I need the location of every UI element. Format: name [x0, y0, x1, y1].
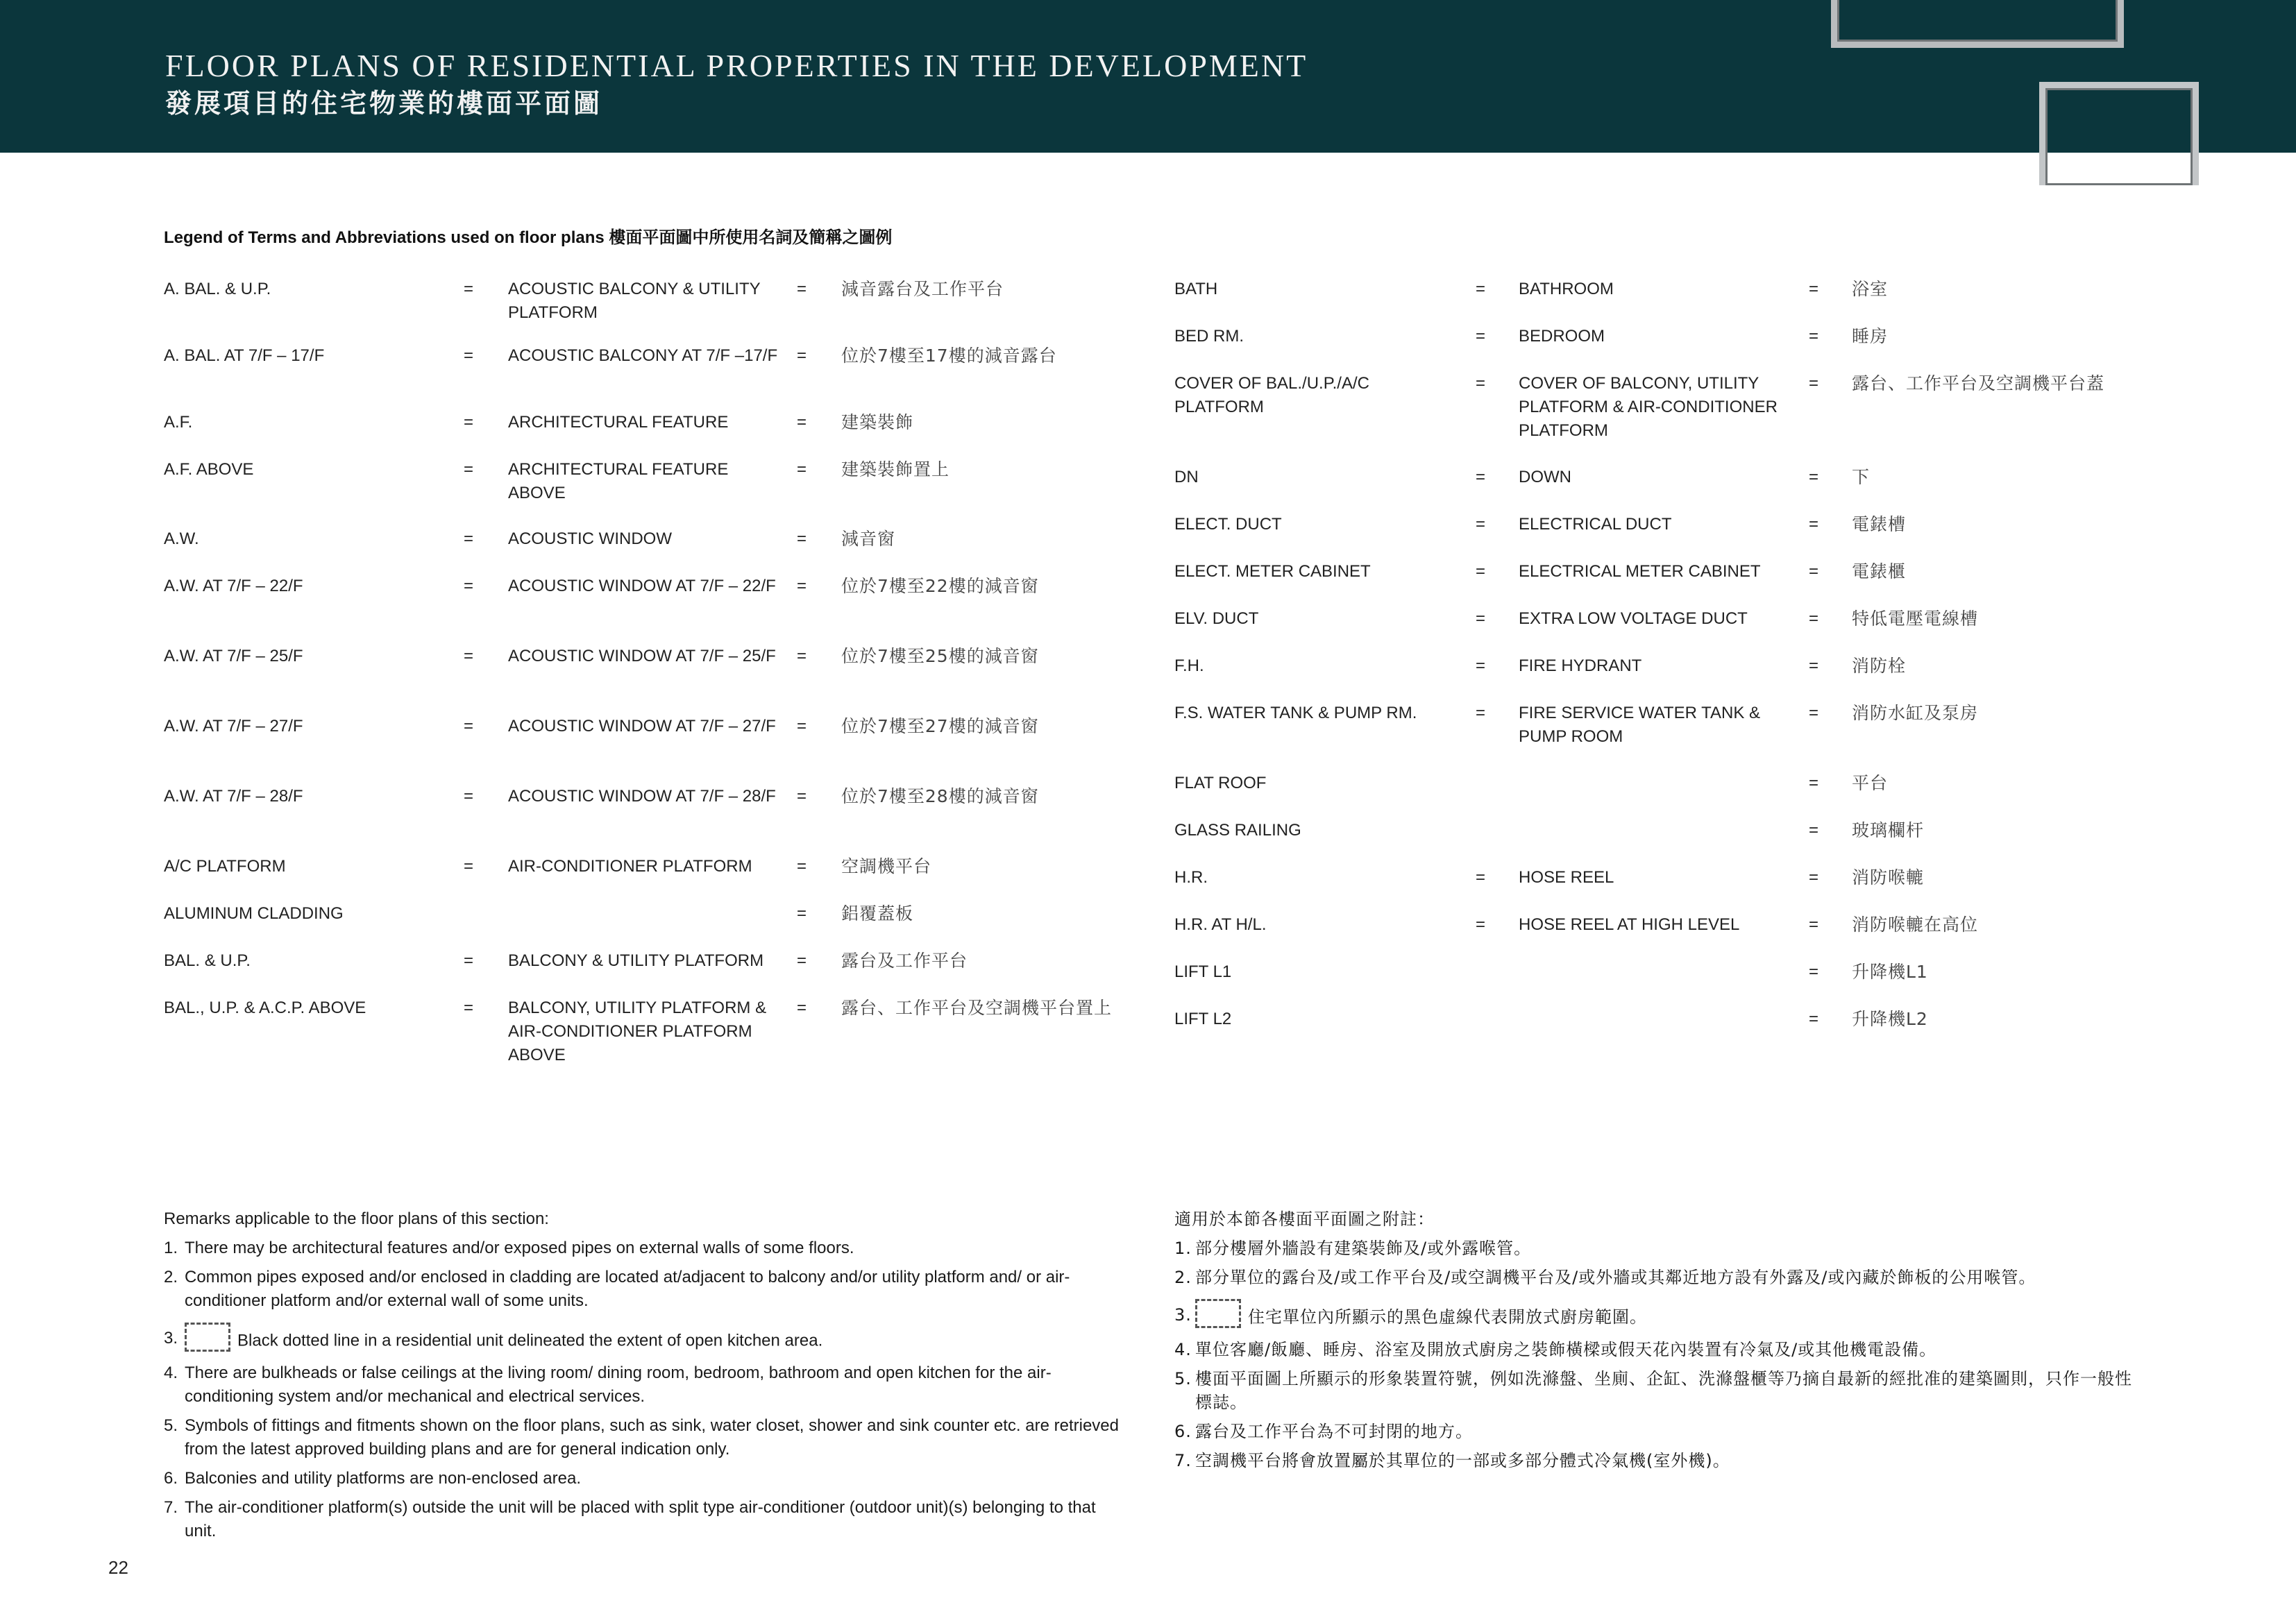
- equals-sign: =: [1809, 515, 1819, 534]
- legend-zh: 位於7樓至27樓的減音窗: [841, 716, 1039, 736]
- legend-abbr: A.F.: [164, 413, 193, 432]
- legend-term: ELECTRICAL DUCT: [1519, 515, 1672, 534]
- equals-sign: =: [1809, 468, 1819, 486]
- equals-sign: =: [1809, 704, 1819, 722]
- legend-zh: 特低電壓電線槽: [1852, 609, 1979, 629]
- legend-abbr: GLASS RAILING: [1174, 821, 1301, 840]
- list-item: [164, 1237, 1122, 1260]
- legend-term: ACOUSTIC WINDOW AT 7/F – 22/F: [508, 577, 776, 595]
- legend-zh: 玻璃欄杆: [1852, 820, 1925, 840]
- equals-sign: =: [1476, 704, 1486, 722]
- legend-zh: 建築裝飾置上: [841, 459, 950, 479]
- equals-sign: =: [797, 280, 807, 298]
- equals-sign: =: [1476, 868, 1486, 887]
- list-item: [164, 1266, 1122, 1313]
- legend-abbr: A.F. ABOVE: [164, 460, 254, 479]
- legend-abbr: A. BAL. & U.P.: [164, 280, 271, 298]
- equals-sign: =: [464, 647, 474, 665]
- list-item: [164, 1496, 1122, 1543]
- decorative-frame: [2039, 82, 2199, 185]
- equals-sign: =: [1476, 562, 1486, 581]
- item-number: 4.: [164, 1363, 178, 1382]
- list-item: [164, 1414, 1122, 1461]
- legend-term: BALCONY & UTILITY PLATFORM: [508, 951, 764, 970]
- equals-sign: =: [1476, 609, 1486, 628]
- list-item: [1174, 1420, 2146, 1443]
- legend-term: ACOUSTIC BALCONY AT 7/F –17/F: [508, 346, 778, 365]
- equals-sign: =: [1809, 774, 1819, 792]
- legend-abbr: F.H.: [1174, 656, 1204, 675]
- equals-sign: =: [1809, 1010, 1819, 1028]
- legend-term: ACOUSTIC WINDOW AT 7/F – 27/F: [508, 717, 776, 736]
- legend-abbr: BATH: [1174, 280, 1218, 298]
- legend-abbr: LIFT L1: [1174, 962, 1232, 981]
- legend-zh: 消防喉轆: [1852, 867, 1925, 887]
- legend-abbr: A.W. AT 7/F – 28/F: [164, 787, 303, 806]
- item-number: 4.: [1174, 1340, 1192, 1359]
- equals-sign: =: [464, 999, 474, 1017]
- equals-sign: =: [1809, 562, 1819, 581]
- equals-sign: =: [797, 951, 807, 970]
- legend-term: ARCHITECTURAL FEATURE: [508, 413, 729, 432]
- item-number: 5.: [1174, 1369, 1192, 1388]
- item-number: 2.: [164, 1268, 178, 1286]
- legend-zh: 露台、工作平台及空調機平台蓋: [1852, 373, 2105, 393]
- legend-term: BEDROOM: [1519, 327, 1605, 346]
- equals-sign: =: [464, 717, 474, 736]
- legend-zh: 位於7樓至28樓的減音窗: [841, 786, 1039, 806]
- page-title-zh: 發展項目的住宅物業的樓面平面圖: [165, 87, 603, 119]
- legend-term: FIRE HYDRANT: [1519, 656, 1642, 675]
- legend-abbr: ELECT. METER CABINET: [1174, 562, 1371, 581]
- legend-term: COVER OF BALCONY, UTILITY PLATFORM & AIR-CONDITIONER PLATFORM: [1519, 374, 1778, 440]
- item-number: 3.: [1174, 1305, 1192, 1325]
- item-number: 7.: [164, 1498, 178, 1517]
- legend-abbr: ELV. DUCT: [1174, 609, 1259, 628]
- equals-sign: =: [797, 346, 807, 365]
- equals-sign: =: [1809, 656, 1819, 675]
- legend-abbr: A. BAL. AT 7/F – 17/F: [164, 346, 325, 365]
- legend-zh: 電錶櫃: [1852, 561, 1907, 581]
- equals-sign: =: [1809, 280, 1819, 298]
- item-text: Balconies and utility platforms are non-enclosed area.: [185, 1469, 581, 1488]
- legend-abbr: F.S. WATER TANK & PUMP RM.: [1174, 704, 1417, 722]
- remarks-chinese: [1174, 1207, 2146, 1478]
- item-number: 1.: [164, 1239, 178, 1257]
- equals-sign: =: [797, 647, 807, 665]
- item-text: Common pipes exposed and/or enclosed in cladding are located at/adjacent to balcony and/or utility platform and/ or air- conditioner platform and/or external wall of some units.: [185, 1268, 1070, 1310]
- equals-sign: =: [1476, 280, 1486, 298]
- equals-sign: =: [464, 577, 474, 595]
- dotted-line-symbol-icon: [1195, 1299, 1241, 1328]
- legend-term: BATHROOM: [1519, 280, 1614, 298]
- legend-zh: 下: [1852, 467, 1871, 487]
- equals-sign: =: [797, 413, 807, 432]
- legend-abbr: A.W. AT 7/F – 22/F: [164, 577, 303, 595]
- item-text: There are bulkheads or false ceilings at the living room/ dining room, bedroom, bathroom and open kitchen for the air-conditioning system and/or mechanical and electrical services.: [185, 1363, 1052, 1406]
- legend-term: ELECTRICAL METER CABINET: [1519, 562, 1761, 581]
- equals-sign: =: [464, 280, 474, 298]
- legend-abbr: H.R. AT H/L.: [1174, 915, 1267, 934]
- item-number: 7.: [1174, 1451, 1192, 1470]
- equals-sign: =: [464, 951, 474, 970]
- legend-zh: 減音露台及工作平台: [841, 279, 1004, 299]
- item-text: Black dotted line in a residential unit delineated the extent of open kitchen area.: [237, 1331, 823, 1350]
- legend-zh: 露台、工作平台及空調機平台置上: [841, 998, 1113, 1018]
- equals-sign: =: [464, 529, 474, 548]
- legend-abbr: COVER OF BAL./U.P./A/C PLATFORM: [1174, 374, 1369, 416]
- decorative-frame: [1831, 0, 2124, 48]
- legend-abbr: A.W. AT 7/F – 27/F: [164, 717, 303, 736]
- list-item: [1174, 1338, 2146, 1361]
- equals-sign: =: [1809, 962, 1819, 981]
- item-number: 1.: [1174, 1239, 1192, 1258]
- equals-sign: =: [464, 787, 474, 806]
- legend-zh: 鋁覆蓋板: [841, 903, 914, 924]
- remarks-english: [164, 1207, 1122, 1549]
- legend-zh: 空調機平台: [841, 856, 932, 876]
- item-number: 2.: [1174, 1268, 1192, 1287]
- equals-sign: =: [464, 346, 474, 365]
- legend-zh: 位於7樓至25樓的減音窗: [841, 646, 1039, 666]
- header-banner: [0, 0, 2296, 153]
- legend-zh: 浴室: [1852, 279, 1889, 299]
- legend-zh: 升降機L2: [1852, 1009, 1928, 1029]
- dotted-line-symbol-icon: [185, 1323, 230, 1352]
- item-text: 露台及工作平台為不可封閉的地方。: [1195, 1422, 1473, 1441]
- legend-abbr: LIFT L2: [1174, 1010, 1232, 1028]
- equals-sign: =: [797, 717, 807, 736]
- legend-zh: 減音窗: [841, 529, 896, 549]
- legend-zh: 建築裝飾: [841, 412, 914, 432]
- equals-sign: =: [1476, 327, 1486, 346]
- list-item: [164, 1467, 1122, 1490]
- equals-sign: =: [797, 577, 807, 595]
- legend-abbr: H.R.: [1174, 868, 1208, 887]
- legend-term: ACOUSTIC BALCONY & UTILITY PLATFORM: [508, 280, 761, 322]
- legend-abbr: FLAT ROOF: [1174, 774, 1267, 792]
- legend-term: BALCONY, UTILITY PLATFORM & AIR-CONDITIONER PLATFORM ABOVE: [508, 999, 767, 1064]
- legend-abbr: ALUMINUM CLADDING: [164, 904, 344, 923]
- equals-sign: =: [1809, 868, 1819, 887]
- equals-sign: =: [1809, 821, 1819, 840]
- equals-sign: =: [797, 787, 807, 806]
- equals-sign: =: [1476, 468, 1486, 486]
- equals-sign: =: [797, 904, 807, 923]
- legend-term: DOWN: [1519, 468, 1571, 486]
- item-number: 6.: [1174, 1422, 1192, 1441]
- legend-zh: 露台及工作平台: [841, 951, 968, 971]
- legend-abbr: BAL. & U.P.: [164, 951, 251, 970]
- item-number: 3.: [164, 1329, 178, 1348]
- equals-sign: =: [1476, 656, 1486, 675]
- equals-sign: =: [797, 460, 807, 479]
- remarks-heading: 適用於本節各樓面平面圖之附註：: [1174, 1209, 1435, 1229]
- item-text: There may be architectural features and/or exposed pipes on external walls of some floors.: [185, 1239, 854, 1257]
- equals-sign: =: [1809, 327, 1819, 346]
- remarks-list: [164, 1237, 1122, 1543]
- equals-sign: =: [1476, 374, 1486, 393]
- list-item: [1174, 1303, 2146, 1332]
- page-number: 22: [108, 1557, 128, 1578]
- legend-zh: 消防水缸及泵房: [1852, 703, 1979, 723]
- item-number: 5.: [164, 1416, 178, 1435]
- item-number: 6.: [164, 1469, 178, 1488]
- equals-sign: =: [1476, 515, 1486, 534]
- legend-term: ACOUSTIC WINDOW AT 7/F – 25/F: [508, 647, 776, 665]
- item-text: 樓面平面圖上所顯示的形象裝置符號，例如洗滌盤、坐廁、企缸、洗滌盤櫃等乃摘自最新的經批准的建築圖則，只作一般性標誌。: [1195, 1369, 2132, 1412]
- item-text: 部分樓層外牆設有建築裝飾及/或外露喉管。: [1195, 1239, 1532, 1258]
- legend-term: HOSE REEL: [1519, 868, 1614, 887]
- legend-abbr: BED RM.: [1174, 327, 1244, 346]
- equals-sign: =: [1809, 915, 1819, 934]
- equals-sign: =: [797, 857, 807, 876]
- item-text: 住宅單位內所顯示的黑色虛線代表開放式廚房範圍。: [1248, 1307, 1647, 1327]
- equals-sign: =: [797, 529, 807, 548]
- list-item: [1174, 1266, 2146, 1289]
- legend-zh: 睡房: [1852, 326, 1889, 346]
- legend-zh: 電錶槽: [1852, 514, 1907, 534]
- legend-abbr: BAL., U.P. & A.C.P. ABOVE: [164, 999, 366, 1017]
- list-item: [164, 1327, 1122, 1356]
- legend-term: FIRE SERVICE WATER TANK & PUMP ROOM: [1519, 704, 1761, 746]
- list-item: [1174, 1367, 2146, 1414]
- legend-title: Legend of Terms and Abbreviations used on floor plans 樓面平面圖中所使用名詞及簡稱之圖例: [164, 228, 893, 247]
- legend-term: ARCHITECTURAL FEATURE ABOVE: [508, 460, 729, 502]
- equals-sign: =: [1476, 915, 1486, 934]
- legend-term: ACOUSTIC WINDOW AT 7/F – 28/F: [508, 787, 776, 806]
- list-item: [164, 1361, 1122, 1409]
- item-text: Symbols of fittings and fitments shown on the floor plans, such as sink, water closet, shower and sink counter etc. are retrieved from the latest approved building plans and are for general indication only.: [185, 1416, 1119, 1459]
- legend-zh: 位於7樓至22樓的減音窗: [841, 576, 1039, 596]
- legend-zh: 平台: [1852, 773, 1889, 793]
- legend-term: EXTRA LOW VOLTAGE DUCT: [1519, 609, 1748, 628]
- legend-abbr: A.W. AT 7/F – 25/F: [164, 647, 303, 665]
- equals-sign: =: [464, 413, 474, 432]
- legend-abbr: ELECT. DUCT: [1174, 515, 1282, 534]
- equals-sign: =: [464, 460, 474, 479]
- list-item: [1174, 1449, 2146, 1472]
- equals-sign: =: [1809, 609, 1819, 628]
- remarks-list: [1174, 1237, 2146, 1472]
- legend-zh: 位於7樓至17樓的減音露台: [841, 346, 1057, 366]
- legend-term: AIR-CONDITIONER PLATFORM: [508, 857, 752, 876]
- item-text: The air-conditioner platform(s) outside the unit will be placed with split type air-conditioner (outdoor unit)(s) belonging to that unit.: [185, 1498, 1096, 1540]
- legend-zh: 消防喉轆在高位: [1852, 915, 1979, 935]
- page-title-en: FLOOR PLANS OF RESIDENTIAL PROPERTIES IN THE DEVELOPMENT: [165, 48, 1308, 83]
- list-item: [1174, 1237, 2146, 1260]
- item-text: 空調機平台將會放置屬於其單位的一部或多部分體式冷氣機(室外機)。: [1195, 1451, 1730, 1470]
- legend-abbr: A.W.: [164, 529, 199, 548]
- legend-zh: 消防栓: [1852, 656, 1907, 676]
- item-text: 單位客廳/飯廳、睡房、浴室及開放式廚房之裝飾橫樑或假天花內裝置有冷氣及/或其他機電設備。: [1195, 1340, 1937, 1359]
- remarks-heading: Remarks applicable to the floor plans of this section:: [164, 1209, 549, 1228]
- legend-term: ACOUSTIC WINDOW: [508, 529, 672, 548]
- item-text: 部分單位的露台及/或工作平台及/或空調機平台及/或外牆或其鄰近地方設有外露及/或內藏於飾板的公用喉管。: [1195, 1268, 2036, 1287]
- legend-abbr: A/C PLATFORM: [164, 857, 286, 876]
- equals-sign: =: [1809, 374, 1819, 393]
- equals-sign: =: [797, 999, 807, 1017]
- legend-term: HOSE REEL AT HIGH LEVEL: [1519, 915, 1740, 934]
- legend-abbr: DN: [1174, 468, 1199, 486]
- equals-sign: =: [464, 857, 474, 876]
- legend-zh: 升降機L1: [1852, 962, 1928, 982]
